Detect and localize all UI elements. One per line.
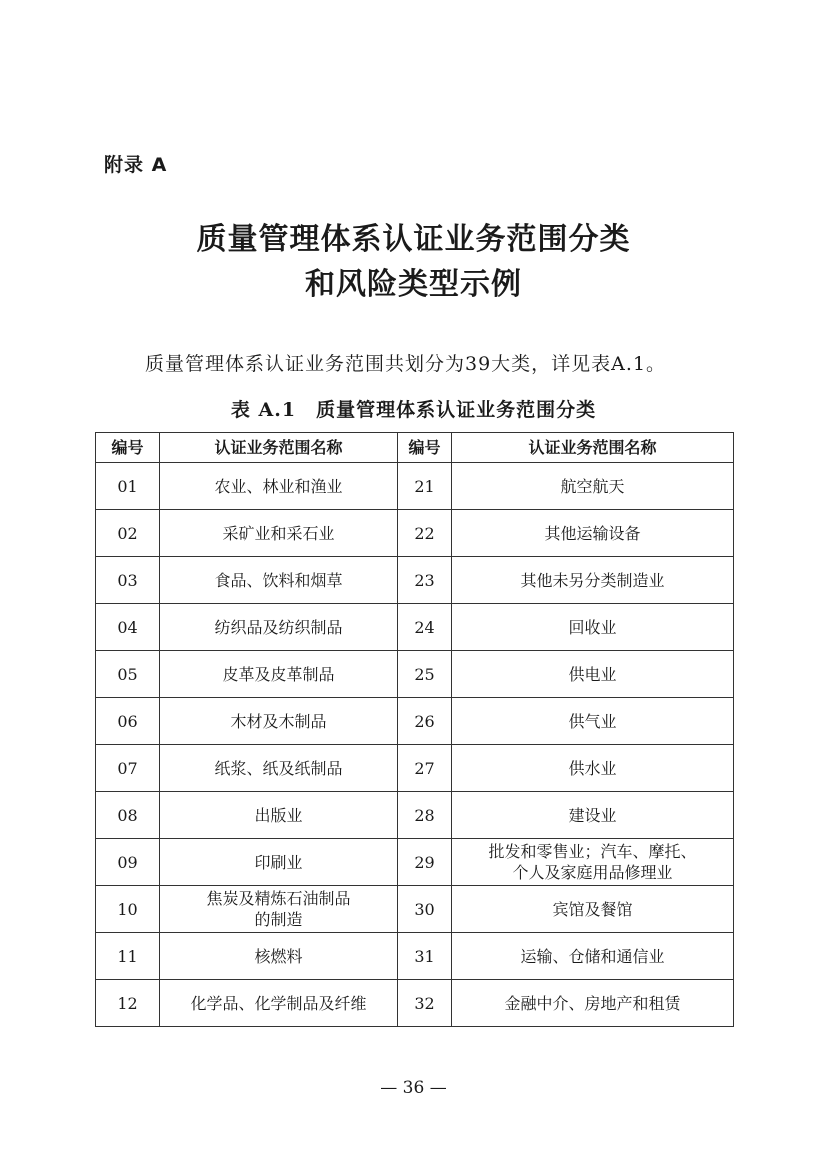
table-row <box>96 698 734 745</box>
table-row <box>96 886 734 933</box>
cell-name: 纺织品及纺织制品 <box>160 604 398 651</box>
cell-number: 01 <box>96 463 160 510</box>
cell-number: 04 <box>96 604 160 651</box>
cell-number: 08 <box>96 792 160 839</box>
cell-name: 核燃料 <box>160 933 398 980</box>
header-name-1: 认证业务范围名称 <box>160 433 398 463</box>
cell-name: 木材及木制品 <box>160 698 398 745</box>
intro-paragraph: 质量管理体系认证业务范围共划分为39大类，详见表A.1。 <box>145 353 667 375</box>
table-row <box>96 933 734 980</box>
table-row <box>96 651 734 698</box>
cell-name-line: 批发和零售业；汽车、摩托、 <box>488 842 697 861</box>
cell-number: 25 <box>398 651 452 698</box>
cell-number: 26 <box>398 698 452 745</box>
cell-name: 化学品、化学制品及纤维 <box>160 980 398 1027</box>
cell-name: 食品、饮料和烟草 <box>160 557 398 604</box>
cell-number: 09 <box>96 839 160 886</box>
cell-name <box>452 839 734 886</box>
cell-number: 27 <box>398 745 452 792</box>
cell-name: 供气业 <box>452 698 734 745</box>
table-row <box>96 463 734 510</box>
cell-number: 12 <box>96 980 160 1027</box>
cell-name: 皮革及皮革制品 <box>160 651 398 698</box>
cell-name: 供电业 <box>452 651 734 698</box>
table-header-row <box>96 433 734 463</box>
cell-name: 回收业 <box>452 604 734 651</box>
cell-number: 30 <box>398 886 452 933</box>
cell-name: 采矿业和采石业 <box>160 510 398 557</box>
cell-name: 出版业 <box>160 792 398 839</box>
cell-number: 07 <box>96 745 160 792</box>
cell-name: 纸浆、纸及纸制品 <box>160 745 398 792</box>
cell-name-line: 焦炭及精炼石油制品 <box>206 889 351 908</box>
page-number: — 36 — <box>380 1078 447 1098</box>
cell-number: 03 <box>96 557 160 604</box>
cell-name: 印刷业 <box>160 839 398 886</box>
cell-name: 运输、仓储和通信业 <box>452 933 734 980</box>
cell-name: 农业、林业和渔业 <box>160 463 398 510</box>
scope-table <box>95 432 734 1027</box>
table-row <box>96 604 734 651</box>
table-row <box>96 980 734 1027</box>
cell-name: 其他未另分类制造业 <box>452 557 734 604</box>
cell-number: 23 <box>398 557 452 604</box>
cell-number: 22 <box>398 510 452 557</box>
table-row <box>96 839 734 886</box>
cell-number: 10 <box>96 886 160 933</box>
cell-name: 建设业 <box>452 792 734 839</box>
header-number-2: 编号 <box>398 433 452 463</box>
cell-number: 11 <box>96 933 160 980</box>
table-row <box>96 792 734 839</box>
table-caption: 表 A.1 质量管理体系认证业务范围分类 <box>230 399 597 421</box>
header-number-1: 编号 <box>96 433 160 463</box>
cell-number: 32 <box>398 980 452 1027</box>
cell-number: 06 <box>96 698 160 745</box>
cell-name: 其他运输设备 <box>452 510 734 557</box>
cell-name <box>160 886 398 933</box>
table-row <box>96 557 734 604</box>
cell-number: 21 <box>398 463 452 510</box>
cell-number: 05 <box>96 651 160 698</box>
cell-name: 供水业 <box>452 745 734 792</box>
cell-name: 金融中介、房地产和租赁 <box>452 980 734 1027</box>
appendix-label: 附录 A <box>104 154 168 176</box>
cell-number: 28 <box>398 792 452 839</box>
cell-number: 24 <box>398 604 452 651</box>
table-row <box>96 745 734 792</box>
cell-name-line: 的制造 <box>254 910 303 929</box>
cell-name: 宾馆及餐馆 <box>452 886 734 933</box>
cell-number: 31 <box>398 933 452 980</box>
cell-name: 航空航天 <box>452 463 734 510</box>
cell-name-line: 个人及家庭用品修理业 <box>512 863 673 882</box>
table-row <box>96 510 734 557</box>
document-title: 质量管理体系认证业务范围分类 <box>196 222 631 257</box>
cell-number: 29 <box>398 839 452 886</box>
document-title-line2: 和风险类型示例 <box>305 267 522 302</box>
cell-number: 02 <box>96 510 160 557</box>
header-name-2: 认证业务范围名称 <box>452 433 734 463</box>
